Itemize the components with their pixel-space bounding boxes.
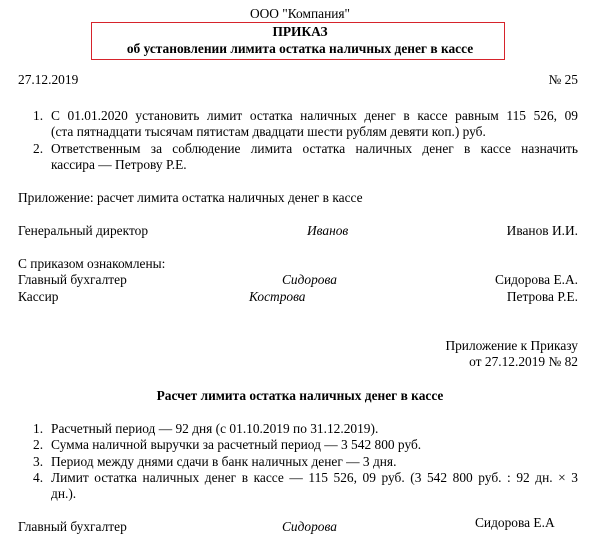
director-signature: Иванов (307, 223, 349, 238)
appendix-line: от 27.12.2019 № 82 (469, 354, 578, 369)
company-name: ООО "Компания" (249, 6, 351, 21)
order-number: № 25 (548, 72, 578, 87)
order-title: ПРИКАЗ (272, 24, 328, 39)
item-number: 1. (33, 108, 44, 123)
attachment-note: Приложение: расчет лимита остатка наличных денег в кассе (18, 190, 363, 205)
order-date: 27.12.2019 (18, 72, 79, 87)
accountant-signature: Сидорова (282, 272, 337, 287)
final-role: Главный бухгалтер (18, 519, 127, 534)
calc-title: Расчет лимита остатка наличных денег в кассе (156, 388, 444, 403)
director-role: Генеральный директор (18, 223, 149, 238)
item-text-line: кассира — Петрову Р.Е. (51, 157, 187, 172)
final-signature: Сидорова (282, 519, 337, 534)
final-name: Сидорова Е.А (475, 515, 555, 530)
order-subtitle: об установлении лимита остатка наличных денег в кассе (126, 41, 474, 56)
accountant-role: Главный бухгалтер (18, 272, 127, 287)
item-text-line: (ста пятнадцати тысячам пятистам двадцати шести рублям девяти коп.) руб. (51, 124, 486, 139)
item-text-line: С 01.01.2020 установить лимит остатка наличных денег в кассе равным 115 526, 09 (51, 108, 578, 123)
calc-item-text: Расчетный период — 92 дня (с 01.10.2019 по 31.12.2019). (51, 421, 379, 436)
cashier-role: Кассир (18, 289, 59, 304)
appendix-line: Приложение к Приказу (445, 338, 578, 353)
item-text-line: Ответственным за соблюдение лимита остатка наличных денег в кассе назначить (51, 141, 578, 156)
calc-item-text: Период между днями сдачи в банк наличных денег — 3 дня. (51, 454, 397, 469)
calc-item-text-cont: дн.). (51, 486, 77, 501)
accountant-name: Сидорова Е.А. (495, 272, 578, 287)
calc-item-text: Лимит остатка наличных денег в кассе — 115 526, 09 руб. (3 542 800 руб. : 92 дн. × 3 (51, 470, 578, 485)
director-name: Иванов И.И. (506, 223, 578, 238)
acquainted-heading: С приказом ознакомлены: (18, 256, 166, 271)
calc-item-number: 2. (33, 437, 44, 452)
cashier-signature: Кострова (249, 289, 306, 304)
calc-item-text: Сумма наличной выручки за расчетный период — 3 542 800 руб. (51, 437, 422, 452)
calc-item-number: 3. (33, 454, 44, 469)
calc-item-number: 4. (33, 470, 44, 485)
item-number: 2. (33, 141, 44, 156)
calc-item-number: 1. (33, 421, 44, 436)
cashier-name: Петрова Р.Е. (506, 289, 578, 304)
